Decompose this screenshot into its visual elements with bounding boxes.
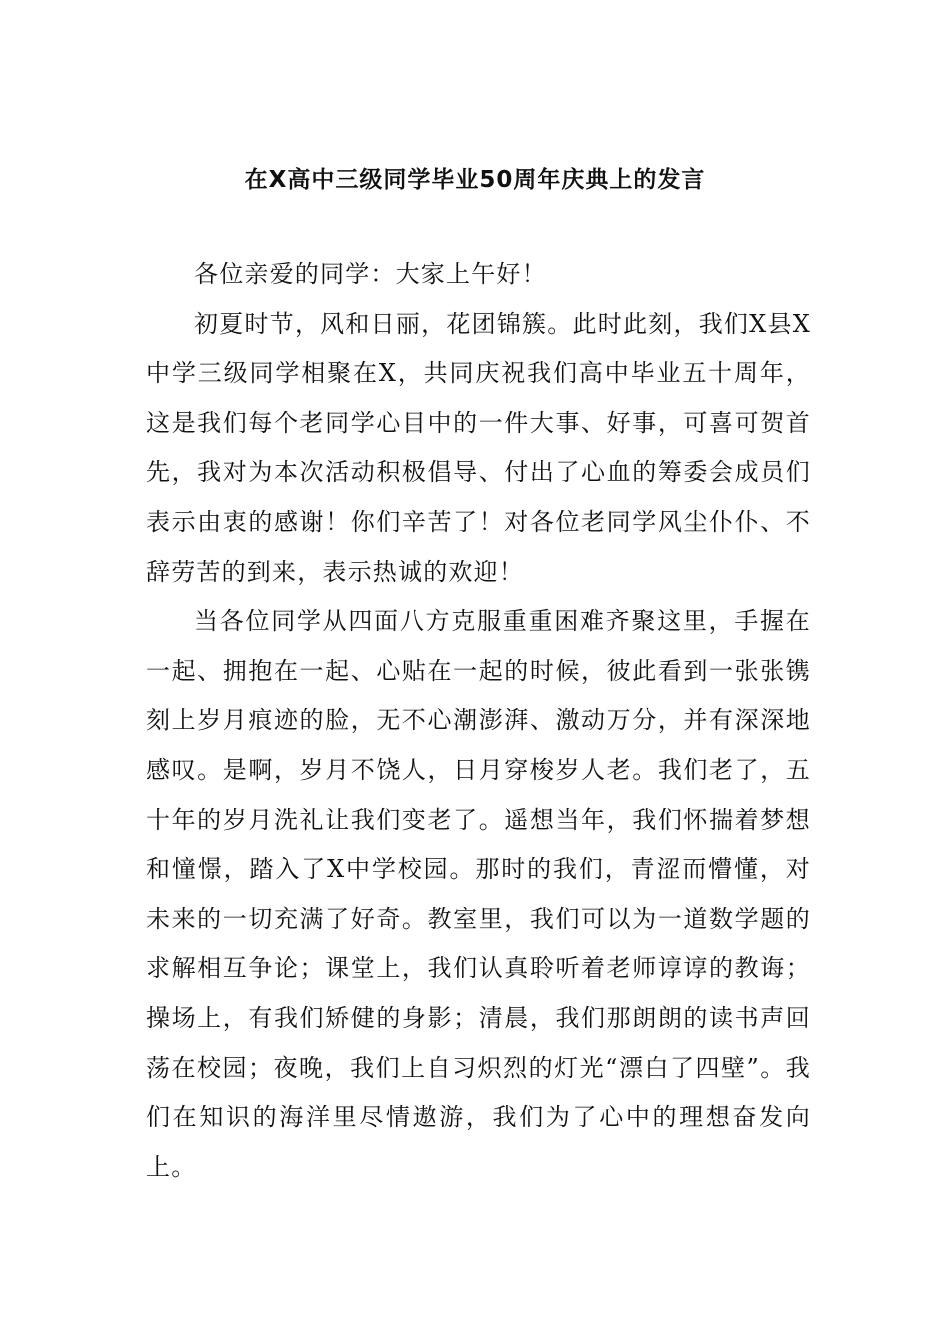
paragraph-greeting: 各位亲爱的同学：大家上午好！ xyxy=(194,260,547,288)
document-title: 在X高中三级同学毕业50周年庆典上的发言 xyxy=(244,167,706,193)
paragraph-reminiscence: 当各位同学从四面八方克服重重困难齐聚这里，手握在一起、拥抱在一起、心贴在一起的时候，彼此看到一张张镌刻上岁月痕迹的脸，无不心潮澎湃、激动万分，并有深深地感叹。是啊，岁月不饶人，日月穿梭岁人老。我们老了，五十年的岁月洗礼让我们变老了。遥想当年，我们怀揣着梦想和憧憬，踏入了X中学校园。那时的我们，青涩而懵懂，对未来的一切充满了好奇。教室里，我们可以为一道数学题的求解相互争论；课堂上，我们认真聆听着老师谆谆的教诲；操场上，有我们矫健的身影；清晨，我们那朗朗的读书声回荡在校园；夜晚，我们上自习炽烈的灯光“漂白了四壁”。我们在知识的海洋里尽情遨游，我们为了心中的理想奋发向上。 xyxy=(146,607,811,1181)
paragraph-opening: 初夏时节，风和日丽，花团锦簇。此时此刻，我们X县X中学三级同学相聚在X，共同庆祝我们高中毕业五十周年，这是我们每个老同学心目中的一件大事、好事，可喜可贺首先，我对为本次活动积极倡导、付出了心血的筹委会成员们表示由衷的感谢！你们辛苦了！对各位老同学风尘仆仆、不辞劳苦的到来，表示热诚的欢迎！ xyxy=(146,309,811,586)
document-body xyxy=(146,250,811,1192)
